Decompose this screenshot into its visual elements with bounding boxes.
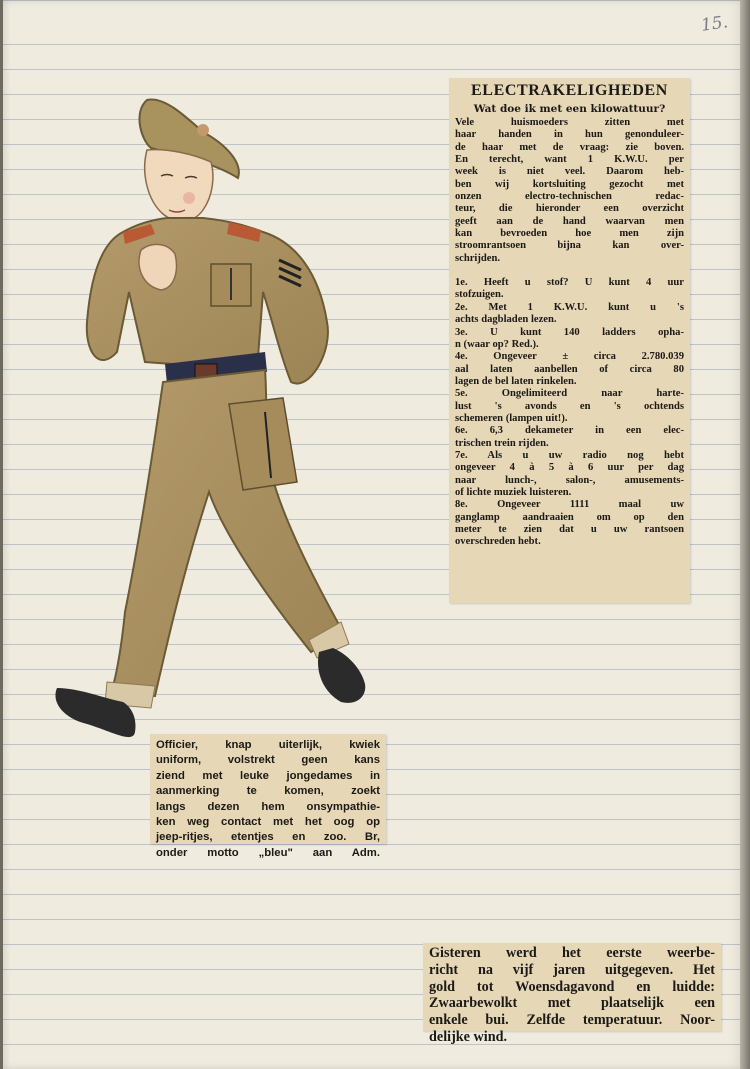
text-line: aanmerking te komen, zoekt — [156, 785, 380, 798]
clipping-headline: ELECTRAKELIGHEDEN — [471, 82, 668, 99]
text-line: teur, die hieronder een overzicht — [455, 203, 684, 215]
electricity-clipping — [449, 78, 690, 603]
text-line: stroomrantsoen bijna kan over- — [455, 240, 684, 252]
list-item: trischen trein rijden. — [455, 437, 549, 449]
text-line: geeft aan de hand waarvan men — [455, 215, 684, 227]
text-line: gold tot Woensdagavond en luidde: — [429, 978, 715, 995]
list-item: schemeren (lampen uit!). — [455, 412, 568, 424]
text-line: onder motto „bleu" aan Adm. — [156, 846, 380, 859]
list-item: 3e. U kunt 140 ladders opha- — [455, 326, 684, 338]
list-item: ganglamp aandraaien om op den — [455, 511, 684, 523]
text-line: ben wij kortsluiting gezocht met — [455, 178, 684, 190]
list-item: 1e. Heeft u stof? U kunt 4 uur — [455, 277, 684, 289]
text-line: Zwaarbewolkt met plaatselijk een — [429, 995, 715, 1012]
text-line: haar handen in hun genonduleer- — [455, 129, 684, 141]
weather-clipping — [423, 943, 721, 1045]
list-item: overschreden hebt. — [455, 536, 541, 548]
list-item: 2e. Met 1 K.W.U. kunt u 's — [455, 301, 684, 313]
text-line: richt na vijf jaren uitgegeven. Het — [429, 961, 715, 978]
list-item: 5e. Ongelimiteerd naar harte- — [455, 388, 684, 400]
text-line: kan bevroeden hoe men zijn — [455, 228, 684, 240]
officer-ad-clipping — [150, 734, 386, 859]
list-item: of lichte muziek luisteren. — [455, 486, 572, 498]
list-item: ongeveer 4 à 5 à 6 uur per dag — [455, 462, 684, 474]
text-line: Gisteren werd het eerste weerbe- — [429, 945, 715, 961]
list-item: 7e. Als u uw radio nog hebt — [455, 449, 684, 461]
text-line: de haar met de vraag: zie boven. — [455, 141, 684, 153]
text-line: Vele huismoeders zitten met — [455, 117, 684, 128]
notebook-page — [3, 0, 743, 1069]
list-item: lagen de bel laten rinkelen. — [455, 375, 577, 387]
list-item: n (waar op? Red.). — [455, 338, 539, 350]
text-line: week is niet veel. Daarom heb- — [455, 166, 684, 178]
page-number: 15. — [699, 12, 730, 36]
text-line: uniform, volstrekt geen kans — [156, 754, 380, 767]
list-item: meter te zien dat u uw rantsoen — [455, 524, 684, 535]
text-line: jeep-ritjes, etentjes en zoo. Br, — [156, 831, 380, 844]
text-line: schrijden. — [455, 252, 501, 264]
text-line: Officier, knap uiterlijk, kwiek — [156, 739, 380, 751]
text-line: onzen electro-technischen redac- — [455, 191, 684, 203]
list-item: lust 's avonds en 's ochtends — [455, 400, 684, 412]
clipping-subheadline: Wat doe ik met een kilowattuur? — [473, 103, 666, 115]
list-item: 8e. Ongeveer 1111 maal uw — [455, 499, 684, 511]
list-item: 6e. 6,3 dekameter in een elec- — [455, 425, 684, 437]
text-line: En terecht, want 1 K.W.U. per — [455, 154, 684, 166]
soldier-drawing-icon — [43, 92, 383, 757]
text-line: langs dezen hem onsympathie- — [156, 800, 380, 813]
list-item: 4e. Ongeveer ± circa 2.780.039 — [455, 351, 684, 363]
list-item: aal laten aanbellen of circa 80 — [455, 363, 684, 375]
page-edge — [740, 0, 750, 1069]
text-line: enkele bui. Zelfde temperatuur. Noor- — [429, 1012, 715, 1029]
text-line: ken weg contact met het oog op — [156, 816, 380, 829]
list-item: achts dagbladen lezen. — [455, 314, 557, 326]
text-line: delijke wind. — [429, 1028, 508, 1045]
text-line: ziend met leuke jongedames in — [156, 769, 380, 782]
list-item: naar lunch-, salon-, amusements- — [455, 474, 684, 486]
list-item: stofzuigen. — [455, 289, 504, 301]
